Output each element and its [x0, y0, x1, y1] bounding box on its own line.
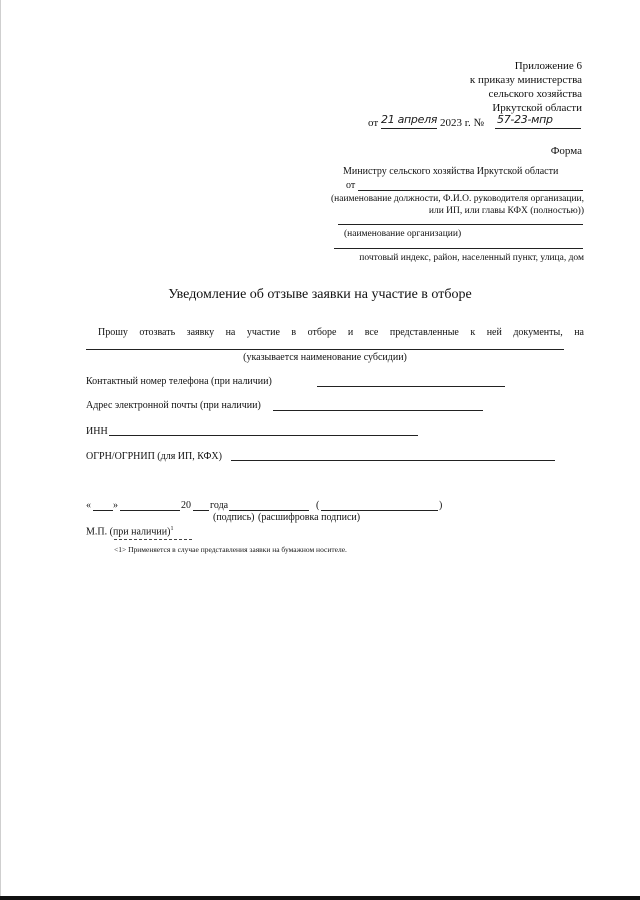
decode-field[interactable] [321, 510, 438, 511]
stamp-text: М.П. (при наличии) [86, 526, 171, 538]
form-label: Форма [550, 145, 582, 157]
ogrn-field[interactable] [231, 460, 555, 461]
paren-close: ) [439, 500, 443, 511]
document-title: Уведомление об отзыве заявки на участие в отборе [168, 287, 472, 302]
date-prefix: от [368, 117, 379, 129]
addressee-ministry: Министру сельского хозяйства Иркутской области [343, 166, 559, 177]
organization-line [338, 224, 583, 225]
signature-field[interactable] [229, 510, 309, 511]
phone-label: Контактный номер телефона (при наличии) [86, 376, 272, 387]
from-label: от [346, 180, 356, 191]
quote-close: » [113, 500, 118, 511]
email-field[interactable] [273, 410, 483, 411]
paren-open: ( [316, 500, 320, 511]
year-word: года [210, 500, 229, 511]
stamp-label [86, 523, 173, 538]
signature-hint: (подпись) [213, 512, 255, 523]
inn-field[interactable] [109, 435, 418, 436]
page-edge [0, 0, 1, 900]
month-field[interactable] [120, 510, 180, 511]
year-prefix: 20 [181, 500, 191, 511]
hint-organization: (наименование организации) [344, 229, 462, 239]
footnote-separator [114, 539, 192, 540]
day-field[interactable] [93, 510, 113, 511]
quote-open: « [86, 500, 91, 511]
footnote-ref: 1 [170, 526, 174, 532]
decode-hint: (расшифровка подписи) [258, 512, 361, 523]
year-field[interactable] [193, 510, 209, 511]
email-label: Адрес электронной почты (при наличии) [86, 400, 261, 411]
handwritten-number: 57-23-мпр [497, 113, 553, 126]
subsidy-line [86, 349, 564, 350]
hint-name: или ИП, или главы КФХ (полностью)) [428, 206, 584, 216]
appendix-label: Приложение 6 [514, 60, 582, 72]
inn-label: ИНН [86, 426, 108, 437]
handwritten-date: 21 апреля [381, 113, 438, 126]
hint-position: (наименование должности, Ф.И.О. руководителя организации, [330, 194, 584, 204]
region-line: Иркутской области [492, 102, 582, 114]
address-line [334, 248, 583, 249]
request-text: Прошу отозвать заявку на участие в отборе и все представленные к ней документы, на [98, 327, 584, 338]
number-underline [495, 128, 581, 129]
subsidy-hint: (указывается наименование субсидии) [243, 352, 407, 363]
from-line [358, 190, 583, 191]
footnote-text: <1> Применяется в случае представления заявки на бумажном носителе. [114, 545, 347, 554]
hint-address: почтовый индекс, район, населенный пункт, улица, дом [359, 253, 584, 263]
phone-field[interactable] [317, 386, 505, 387]
year-label: 2023 г. № [440, 117, 485, 129]
order-line: к приказу министерства [469, 74, 582, 86]
ogrn-label: ОГРН/ОГРНИП (для ИП, КФХ) [86, 451, 222, 462]
ministry-line: сельского хозяйства [488, 88, 582, 100]
date-underline [381, 128, 437, 129]
scan-bottom-border [0, 896, 640, 900]
